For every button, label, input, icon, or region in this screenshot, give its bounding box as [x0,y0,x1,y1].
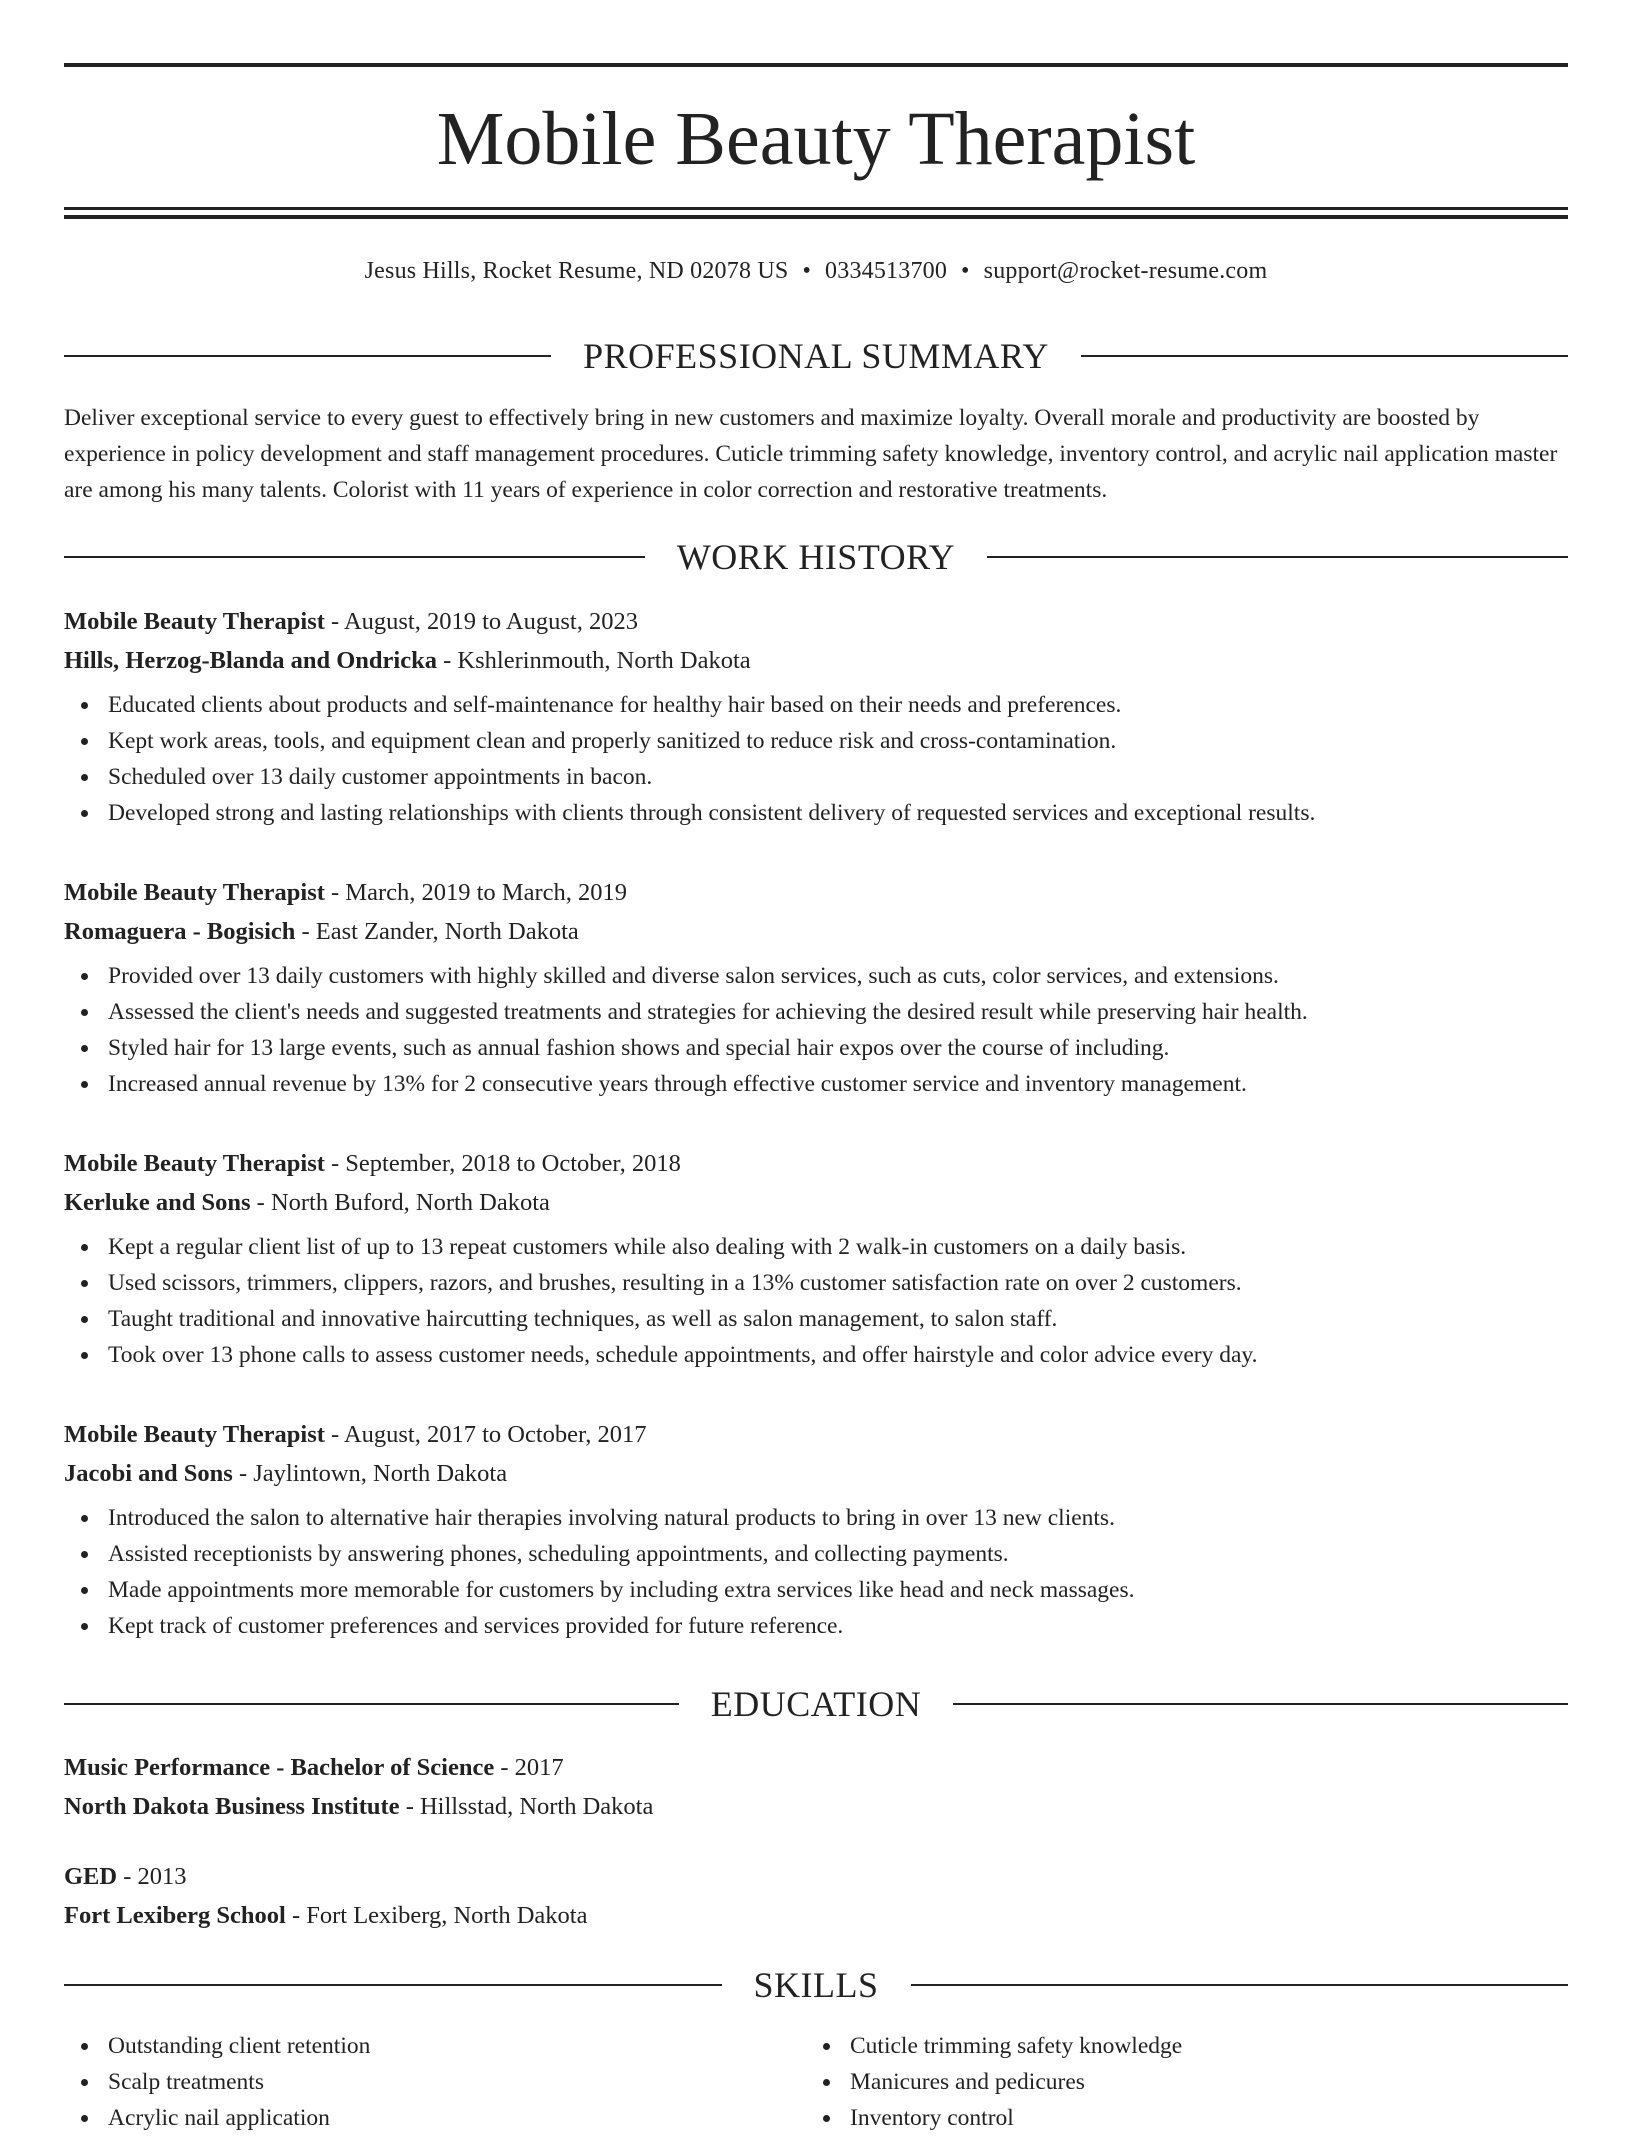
list-item: Used scissors, trimmers, clippers, razors, and brushes, resulting in a 13% customer satisfaction rate on over 2 customers. [64,1265,1568,1301]
divider [953,1703,1568,1705]
job-bullets [64,687,1568,831]
school-location: - Fort Lexiberg, North Dakota [285,1902,588,1929]
list-item: Assisted receptionists by answering phones, scheduling appointments, and collecting payments. [64,1536,1568,1572]
title-rule-upper [64,207,1568,210]
job-dates: - September, 2018 to October, 2018 [324,1150,681,1177]
list-item: Kept a regular client list of up to 13 repeat customers while also dealing with 2 walk-in customers on a daily basis. [64,1229,1568,1265]
contact-line [64,255,1568,287]
job-location: - Kshlerinmouth, North Dakota [437,647,751,674]
list-item: Educated clients about products and self-maintenance for healthy hair based on their needs and preferences. [64,687,1568,723]
divider [987,556,1568,558]
divider [1081,355,1568,357]
list-item: Styled hair for 13 large events, such as annual fashion shows and special hair expos over the course of including. [64,1030,1568,1066]
list-item: Assessed the client's needs and suggested treatments and strategies for achieving the desired result while preserving hair health. [64,994,1568,1030]
contact-phone: 0334513700 [825,258,948,284]
education-entry [64,1748,1568,1826]
list-item: Took over 13 phone calls to assess customer needs, schedule appointments, and offer hairstyle and color advice every day. [64,1337,1568,1373]
list-item: Kept track of customer preferences and services provided for future reference. [64,1608,1568,1644]
skill-item: Cuticle trimming safety knowledge [806,2028,1548,2064]
job-location: - East Zander, North Dakota [295,918,579,945]
job-location: - North Buford, North Dakota [250,1189,550,1216]
degree: Music Performance - Bachelor of Science [64,1754,495,1781]
section-header-skills [64,1963,1568,2007]
skill-item: Acrylic nail application [64,2100,806,2136]
section-title: WORK HISTORY [676,537,956,577]
school-line [64,1787,1568,1826]
job-company-line [64,1454,1568,1493]
skill-item: Scalp treatments [64,2064,806,2100]
title-rule-lower [64,215,1568,219]
job-title: Mobile Beauty Therapist [64,608,325,635]
list-item: Developed strong and lasting relationships with clients through consistent delivery of requested services and exceptional results. [64,795,1568,831]
list-item: Kept work areas, tools, and equipment clean and properly sanitized to reduce risk and cross-contamination. [64,723,1568,759]
education-entry [64,1857,1568,1935]
section-header-education [64,1682,1568,1726]
degree-line [64,1748,1568,1787]
divider [64,355,551,357]
list-item: Taught traditional and innovative haircutting techniques, as well as salon management, to salon staff. [64,1301,1568,1337]
divider [64,1703,679,1705]
job-entry [64,1144,1568,1373]
list-item: Scheduled over 13 daily customer appointments in bacon. [64,759,1568,795]
degree-year: - 2017 [494,1754,564,1781]
section-header-summary [64,334,1568,378]
job-company: Kerluke and Sons [64,1189,251,1216]
degree-year: - 2013 [117,1863,187,1890]
job-title: Mobile Beauty Therapist [64,1421,325,1448]
contact-email: support@rocket-resume.com [983,258,1268,284]
job-title-line [64,1415,1568,1454]
job-company-line [64,641,1568,680]
job-company-line [64,912,1568,951]
job-title: Mobile Beauty Therapist [64,1150,325,1177]
job-company: Romaguera - Bogisich [64,918,296,945]
skills-list [64,2028,1568,2136]
job-company: Jacobi and Sons [64,1460,233,1487]
list-item: Made appointments more memorable for customers by including extra services like head and neck massages. [64,1572,1568,1608]
section-header-work-history [64,535,1568,579]
job-title: Mobile Beauty Therapist [64,879,325,906]
section-title: PROFESSIONAL SUMMARY [583,336,1049,376]
contact-separator: • [961,258,970,284]
job-bullets [64,1500,1568,1644]
list-item: Provided over 13 daily customers with highly skilled and diverse salon services, such as cuts, color services, and extensions. [64,958,1568,994]
school-line [64,1896,1568,1935]
job-dates: - August, 2017 to October, 2017 [324,1421,647,1448]
job-bullets [64,1229,1568,1373]
divider [911,1984,1569,1986]
degree: GED [64,1863,118,1890]
job-entry [64,602,1568,831]
job-location: - Jaylintown, North Dakota [232,1460,508,1487]
job-company-line [64,1183,1568,1222]
list-item: Introduced the salon to alternative hair therapies involving natural products to bring in over 13 new clients. [64,1500,1568,1536]
job-company: Hills, Herzog-Blanda and Ondricka [64,647,437,674]
section-title: SKILLS [753,1965,879,2005]
school: North Dakota Business Institute [64,1793,400,1820]
divider [64,1984,722,1986]
skills-column-left [64,2028,806,2136]
skill-item: Manicures and pedicures [806,2064,1548,2100]
divider [64,556,645,558]
school-location: - Hillsstad, North Dakota [399,1793,654,1820]
skill-item: Inventory control [806,2100,1548,2136]
summary-text: Deliver exceptional service to every guest to effectively bring in new customers and maximize loyalty. Overall morale and productivity are boosted by experience in policy development and staff management procedures. Cuticle trimming safety knowledge, inventory control, and acrylic nail application master are among his many talents. Colorist with 11 years of experience in color correction and restorative treatments. [64,405,1558,503]
section-title: EDUCATION [710,1684,922,1724]
job-title-line [64,602,1568,641]
contact-separator: • [802,258,812,284]
list-item: Increased annual revenue by 13% for 2 consecutive years through effective customer service and inventory management. [64,1066,1568,1102]
candidate-name: Mobile Beauty Therapist [436,97,1196,181]
job-entry [64,1415,1568,1644]
job-entry [64,873,1568,1102]
job-bullets [64,958,1568,1102]
job-title-line [64,873,1568,912]
job-dates: - August, 2019 to August, 2023 [324,608,638,635]
degree-line [64,1857,1568,1896]
job-title-line [64,1144,1568,1183]
job-dates: - March, 2019 to March, 2019 [324,879,627,906]
school: Fort Lexiberg School [64,1902,286,1929]
top-rule [64,63,1568,67]
skill-item: Outstanding client retention [64,2028,806,2064]
skills-column-right [806,2028,1548,2136]
contact-address: Jesus Hills, Rocket Resume, ND 02078 US [364,258,789,284]
